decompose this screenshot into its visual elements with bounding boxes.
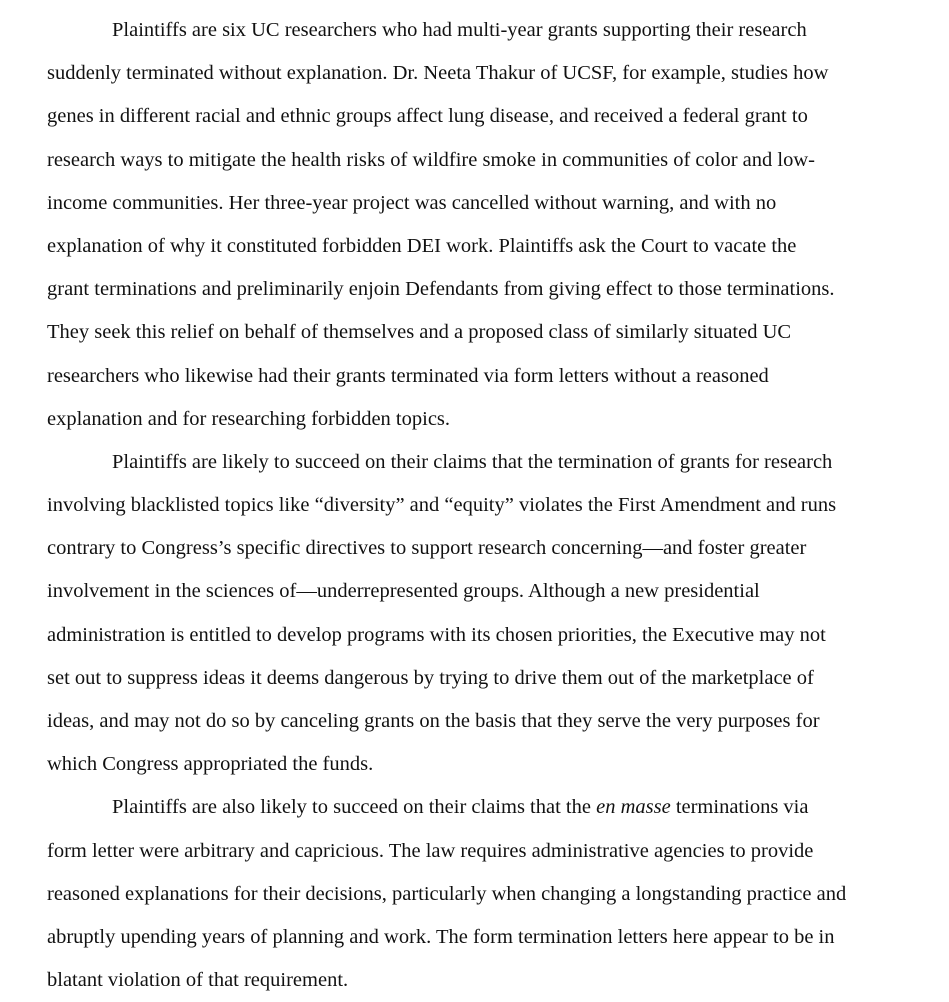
text-line: reasoned explanations for their decisions, particularly when changing a longstanding practice and <box>47 882 847 905</box>
text-run: terminations via <box>670 796 809 819</box>
text-line: genes in different racial and ethnic groups affect lung disease, and received a federal grant to <box>47 105 808 128</box>
text-line <box>0 786 949 829</box>
text-line: blatant violation of that requirement. <box>47 969 349 992</box>
text-line: researchers who likewise had their grants terminated via form letters without a reasoned <box>47 364 769 387</box>
italic-term: en masse <box>596 796 671 819</box>
text-line: Plaintiffs are six UC researchers who had multi-year grants supporting their research <box>112 19 807 41</box>
text-line: explanation and for researching forbidden topics. <box>47 407 451 430</box>
text-run: Plaintiffs are also likely to succeed on their claims that the <box>112 796 597 819</box>
text-line: They seek this relief on behalf of themselves and a proposed class of similarly situated UC <box>47 321 792 344</box>
paragraph-3 <box>0 786 949 1002</box>
text-line: which Congress appropriated the funds. <box>47 753 374 776</box>
text-line: form letter were arbitrary and capricious. The law requires administrative agencies to provide <box>47 839 814 862</box>
text-line: income communities. Her three-year project was cancelled without warning, and with no <box>47 191 777 214</box>
text-line: research ways to mitigate the health risks of wildfire smoke in communities of color and low- <box>47 148 815 171</box>
text-line: grant terminations and preliminarily enjoin Defendants from giving effect to those terminations. <box>47 278 835 301</box>
text-line: involvement in the sciences of—underrepresented groups. Although a new presidential <box>47 580 760 603</box>
text-line: Plaintiffs are likely to succeed on their claims that the termination of grants for research <box>112 450 833 473</box>
text-line: ideas, and may not do so by canceling grants on the basis that they serve the very purposes for <box>47 710 820 732</box>
paragraph-2 <box>0 441 949 787</box>
text-line: contrary to Congress’s specific directives to support research concerning—and foster greater <box>47 537 807 560</box>
text-line: involving blacklisted topics like “diversity” and “equity” violates the First Amendment and runs <box>47 494 837 517</box>
paragraph-1 <box>0 9 949 441</box>
text-line: administration is entitled to develop programs with its chosen priorities, the Executive may not <box>47 623 826 646</box>
text-line: explanation of why it constituted forbidden DEI work. Plaintiffs ask the Court to vacate the <box>47 234 797 257</box>
text-line: abruptly upending years of planning and work. The form termination letters here appear to be in <box>47 925 835 948</box>
text-line: set out to suppress ideas it deems dangerous by trying to drive them out of the marketplace of <box>47 666 814 689</box>
text-line: suddenly terminated without explanation. Dr. Neeta Thakur of UCSF, for example, studies how <box>47 62 829 85</box>
